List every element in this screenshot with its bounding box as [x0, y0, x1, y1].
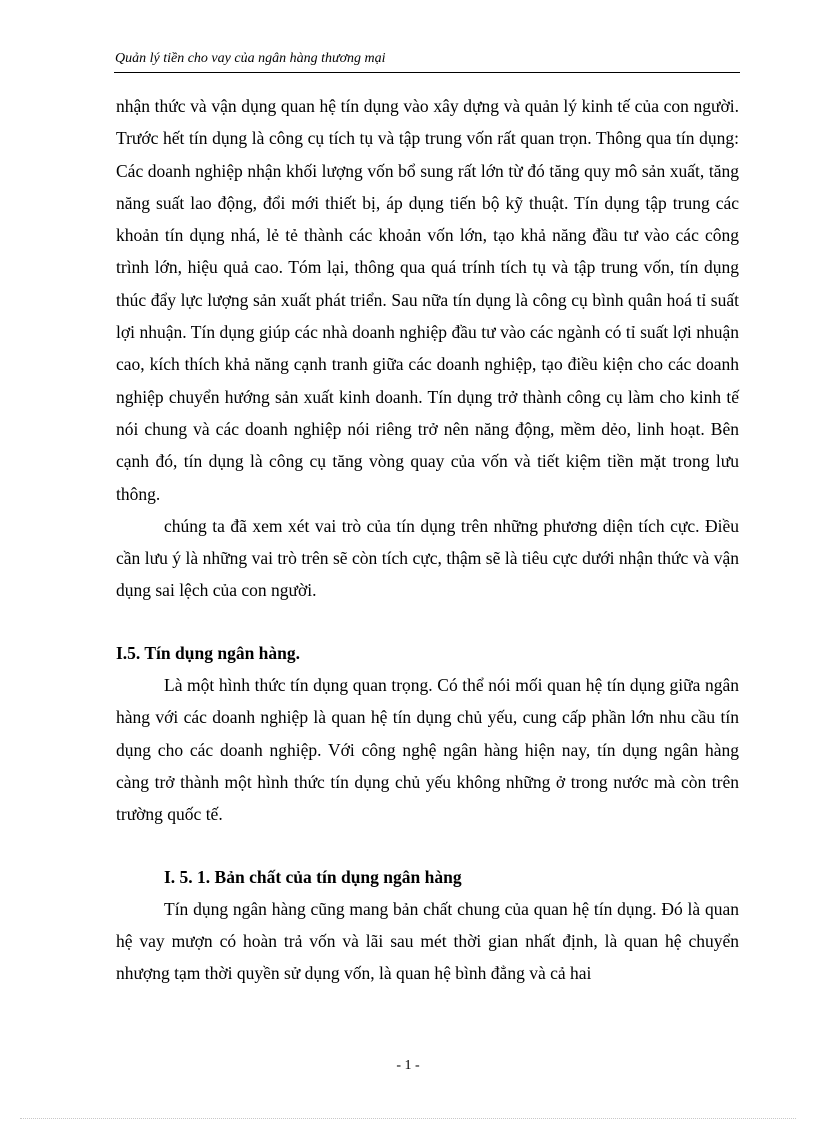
paragraph-credit-caution: chúng ta đã xem xét vai trò của tín dụng trên những phương diện tích cực. Điều cần lưu ý là những vai trò trên sẽ còn tích cực, thậm sẽ là tiêu cực dưới nhận thức và vận dụng sai lệch của con người.	[116, 515, 739, 601]
subsection-paragraph: Tín dụng ngân hàng cũng mang bản chất chung của quan hệ tín dụng. Đó là quan hệ vay mượn có hoàn trả vốn và lãi sau mét thời gian nhất định, là quan hệ chuyển nhượng tạm thời quyền sử dụng vốn, là quan hệ bình đẳng và cả hai	[116, 898, 739, 984]
section-paragraph: Là một hình thức tín dụng quan trọng. Có thể nói mối quan hệ tín dụng giữa ngân hàng với các doanh nghiệp là quan hệ tín dụng chủ yếu, cung cấp phần lớn nhu cầu tín dụng cho các doanh nghiệp. Với công nghệ ngân hàng hiện nay, tín dụng ngân hàng càng trở thành một hình thức tín dụng chủ yếu không những ở trong nước mà còn trên trường quốc tế.	[116, 675, 739, 825]
running-header: Quản lý tiền cho vay của ngân hàng thương mại	[115, 51, 386, 66]
section-heading: I.5. Tín dụng ngân hàng.	[116, 642, 301, 663]
header-divider	[114, 72, 740, 73]
paragraph-credit-role: nhận thức và vận dụng quan hệ tín dụng vào xây dựng và quản lý kinh tế của con người. Trước hết tín dụng là công cụ tích tụ và tập trung vốn rất quan trọn. Thông qua tín dụng: Các doanh nghiệp nhận khối lượng vốn bổ sung rất lớn từ đó tăng quy mô sản xuất, tăng năng suất lao động, đổi mới thiết bị, áp dụng tiến bộ kỹ thuật. Tín dụng tập trung các khoản tín dụng nhá, lẻ tẻ thành các khoản vốn lớn, tạo khả năng đầu tư vào các công trình lớn, hiệu quả cao. Tóm lại, thông qua quá trính tích tụ và tập trung vốn, tín dụng thúc đẩy lực lượng sản xuất phát triển. Sau nữa tín dụng là công cụ bình quân hoá tỉ suất lợi nhuận. Tín dụng giúp các nhà doanh nghiệp đầu tư vào các ngành có tỉ suất lợi nhuận cao, kích thích khả năng cạnh tranh giữa các doanh nghiệp, tạo điều kiện cho các doanh nghiệp chuyển hướng sản xuất kinh doanh. Tín dụng trở thành công cụ làm cho kinh tế nói chung và các doanh nghiệp nói riêng trở nên năng động, mềm dẻo, linh hoạt. Bên cạnh đó, tín dụng là công cụ tăng vòng quay của vốn và tiết kiệm tiền mặt trong lưu thông.	[116, 96, 739, 504]
body-text	[116, 90, 739, 990]
page-number: - 1 -	[396, 1058, 420, 1073]
subsection-heading: I. 5. 1. Bản chất của tín dụng ngân hàng	[164, 866, 462, 887]
page-bottom-divider	[20, 1118, 796, 1119]
